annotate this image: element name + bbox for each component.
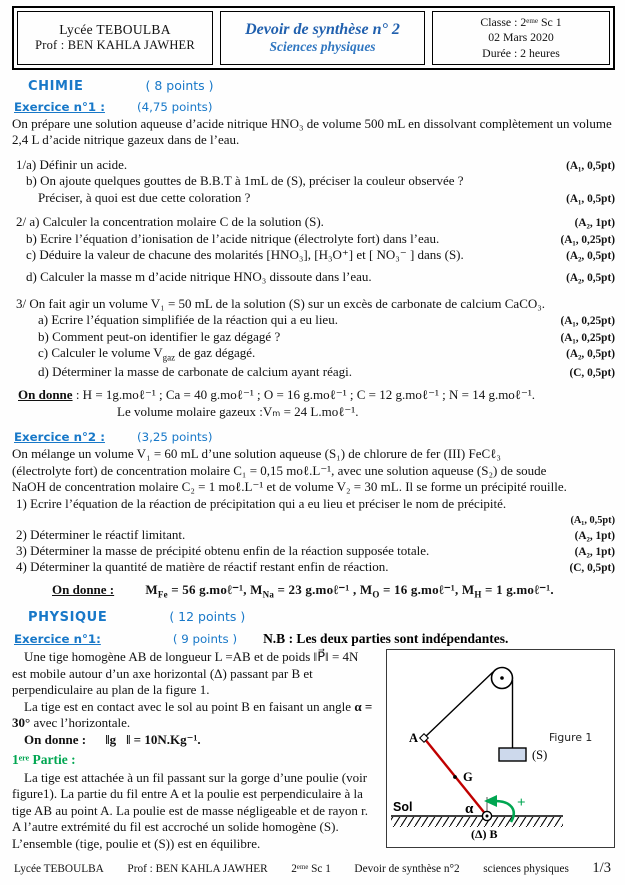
question-text: 3) Déterminer la masse de précipité obtenu enfin de la réaction supposée totale.: [16, 542, 430, 558]
chimie-section-points: ( 8 points ): [145, 77, 214, 93]
figure-1-box: [386, 649, 615, 848]
point-g-label: G: [463, 770, 473, 785]
question-points: (A₂, 1pt): [574, 545, 615, 558]
ground-hatching: [391, 817, 563, 827]
question-text: 1/a) Définir un acide.: [16, 156, 128, 172]
given-data-label: On donne: [18, 387, 73, 403]
question-points: (C, 0,5pt): [569, 562, 615, 575]
physique-ex1-heading: [14, 631, 615, 647]
physique-paragraph: [12, 699, 376, 732]
subscript: gaz: [162, 352, 176, 363]
footer-subject: sciences physiques: [483, 863, 569, 875]
question-text: d) Déterminer la masse de carbonate de calcium ayant réagi.: [38, 363, 353, 379]
question-points: (A₂, 1pt): [574, 217, 615, 230]
figure-caption: Figure 1: [549, 731, 593, 745]
header-table: [12, 6, 615, 70]
question-text: b) Ecrire l’équation d’ionisation de l’acide nitrique (électrolyte fort) dans l’eau.: [26, 230, 440, 246]
nb-note: N.B : Les deux parties sont indépendantes.: [263, 631, 509, 647]
question-text: b) Comment peut-on identifier le gaz dégagé ?: [38, 328, 281, 344]
axis-delta-dot: [486, 815, 489, 818]
chimie-ex2-intro-line: On mélange un volume V₁ = 60 mL d’une solution aqueuse (S₁) de chlorure de fer (III) FeCℓ₃: [12, 446, 501, 462]
physique-ex1-title: Exercice n°1:: [14, 632, 101, 647]
question-points: (A₁, 0,25pt): [560, 331, 615, 344]
question-points: (A₂, 1pt): [574, 529, 615, 542]
footer-classe: 2ᵉᵐᵉ Sc 1: [291, 863, 331, 875]
physique-paragraph: La tige est attachée à un fil passant sur la gorge d’une poulie (voir figure1). La partie du fil entre A et la poulie est perpendiculaire à la tige AB au point A. La poulie est de masse négligeable et de rayon r. A l’autre extrémité du fil est accroché un solide homogène (S).: [12, 769, 368, 835]
paragraph-part: avec l’horizontale.: [30, 715, 131, 731]
header-class-cell: [432, 11, 610, 65]
given-data-line: [12, 387, 615, 403]
question-row: [12, 329, 615, 345]
given-data-values: $M_{Fe} = 56$ g.moℓ⁻¹, $M_{Na} = 23$ g.moℓ⁻¹ , $M_O = 16$ g.moℓ⁻¹, $M_H = 1$ g.moℓ⁻¹.: [145, 581, 554, 600]
given-data-line: [12, 582, 615, 600]
footer-page-number: 1/3: [592, 860, 611, 876]
question-points: (A₂, 0,5pt): [566, 347, 615, 360]
footer-title: Devoir de synthèse n°2: [354, 863, 460, 875]
question-text: 3/ On fait agir un volume V₁ = 50 mL de la solution (S) sur un excès de carbonate de calcium CaCO₃.: [16, 295, 546, 311]
exam-title: Devoir de synthèse n° 2: [245, 20, 400, 38]
physique-paragraph: L’ensemble (tige, poulie et (S)) est en équilibre.: [12, 835, 261, 851]
question-text: Préciser, à quoi est due cette coloration ?: [38, 189, 251, 205]
question-text-part: de gaz dégagé.: [175, 344, 256, 360]
question-row: [12, 157, 615, 173]
question-row: [12, 543, 615, 559]
chimie-section-heading: [28, 78, 615, 94]
pulley-axis-dot: [500, 677, 504, 681]
question-text: d) Calculer la masse m d’acide nitrique HNO₃ dissoute dans l’eau.: [26, 269, 372, 285]
question-row: [12, 364, 615, 380]
alpha-label: α: [465, 801, 474, 818]
string-a-to-pulley: [424, 672, 493, 738]
given-data-label: On donne :: [24, 731, 87, 747]
question-points: (A₁, 0,25pt): [560, 233, 615, 246]
question-text: a) Ecrire l’équation simplifiée de la réaction qui a eu lieu.: [38, 312, 338, 328]
figure-1-drawing: [387, 650, 613, 846]
question-points: (A₂, 0,5pt): [566, 272, 615, 285]
sol-label: Sol: [393, 800, 413, 815]
chimie-ex2-intro-line: NaOH de concentration molaire C₂ = 1 moℓ.L⁻¹ et de volume V₂ = 30 mL. Il se forme un précipité rouille.: [12, 479, 567, 495]
question-row: [12, 345, 615, 364]
school-name: Lycée TEBOULBA: [59, 22, 171, 38]
part1-heading: 1ᵉʳᵉ Partie :: [12, 752, 76, 768]
solid-s-block: [499, 748, 526, 761]
chimie-ex2-heading: [14, 430, 615, 444]
chimie-ex2-intro-line: (électrolyte fort) de concentration molaire C₁ = 0,15 moℓ.L⁻¹, avec une solution aqueuse (S₂) de soude: [12, 462, 547, 478]
exam-date: 02 Mars 2020: [488, 30, 554, 45]
question-points: (A₁, 0,5pt): [566, 159, 615, 172]
given-data-line: [12, 732, 376, 749]
header-title-cell: [220, 11, 425, 65]
physique-text-column: [12, 649, 376, 852]
given-data-values: : H = 1g.moℓ⁻¹ ; Ca = 40 g.moℓ⁻¹ ; O = 16 g.moℓ⁻¹ ; C = 12 g.moℓ⁻¹ ; N = 14 g.moℓ⁻¹.: [72, 387, 536, 403]
given-data-line2: Le volume molaire gazeux :Vₘ = 24 L.moℓ⁻¹.: [117, 404, 359, 420]
physique-body: [12, 649, 615, 852]
plus-sign: +: [517, 795, 526, 812]
point-a-label: A: [409, 731, 419, 746]
question-text: 4) Déterminer la quantité de matière de réactif restant enfin de réaction.: [16, 559, 389, 575]
given-data-label: On donne :: [52, 581, 115, 597]
physique-section-label: PHYSIQUE: [28, 610, 108, 626]
physique-ex1-points: ( 9 points ): [172, 632, 238, 647]
physique-section-points: ( 12 points ): [169, 609, 246, 625]
question-points: (A₁, 0,5pt): [566, 192, 615, 205]
chimie-ex2-title: Exercice n°2 :: [14, 430, 105, 445]
question-text: 1) Ecrire l’équation de la réaction de précipitation qui a eu lieu et préciser le nom de précipité.: [16, 495, 507, 511]
exam-subject: Sciences physiques: [269, 38, 376, 54]
prof-name: Prof : BEN KAHLA JAWHER: [35, 38, 195, 53]
class-label: Classe : 2ᵉᵐᵉ Sc 1: [480, 15, 562, 29]
question-text-part: c) Calculer le volume V: [38, 344, 163, 360]
question-row: [12, 312, 615, 328]
question-points: (A₁, 0,25pt): [560, 315, 615, 328]
question-row: [12, 527, 615, 543]
angle-value: α = 30°: [12, 698, 373, 731]
physique-section-heading: [28, 609, 615, 625]
exam-duration: Durée : 2 heures: [482, 45, 560, 60]
question-row: [12, 214, 615, 230]
question-points-value: (A₁, 0,5pt): [570, 515, 615, 527]
question-text: b) On ajoute quelques gouttes de B.B.T à 1mL de (S), préciser la couleur observée ?: [26, 173, 464, 189]
axis-b-label: (Δ) B: [471, 827, 498, 842]
question-points: [12, 512, 615, 526]
chimie-ex2-points: (3,25 points): [136, 430, 213, 445]
question-points: (C, 0,5pt): [569, 366, 615, 379]
solid-s-label: (S): [532, 748, 548, 763]
paragraph-part: La tige est en contact avec le sol au point B en faisant un angle: [24, 698, 355, 714]
question-row: [12, 247, 615, 263]
footer-prof: Prof : BEN KAHLA JAWHER: [127, 863, 268, 875]
question-text: [38, 345, 560, 364]
question-row: [12, 190, 615, 206]
chimie-ex1-heading: [14, 100, 615, 114]
physique-paragraph: Une tige homogène AB de longueur L =AB et de poids ‖P⃗‖ = 4N est mobile autour d’un axe horizontal (Δ) passant par B et perpendiculaire au plan de la figure 1.: [12, 649, 359, 698]
question-points: (A₂, 0,5pt): [566, 249, 615, 262]
chimie-ex1-title: Exercice n°1 :: [14, 99, 105, 114]
rotation-arrow-head: [484, 795, 497, 807]
question-row: [12, 269, 615, 285]
chimie-ex1-points: (4,75 points): [136, 99, 213, 114]
header-school-cell: [17, 11, 213, 65]
given-data-value: ‖g⃗‖ = 10N.Kg⁻¹.: [105, 731, 201, 747]
chimie-section-label: CHIMIE: [28, 78, 84, 94]
point-g-marker: [453, 775, 457, 779]
question-row: [12, 231, 615, 247]
footer-school: Lycée TEBOULBA: [14, 863, 104, 875]
chimie-ex1-intro: On prépare une solution aqueuse d’acide nitrique HNO₃ de volume 500 mL en dissolvant complètement un volume 2,4 L d’acide nitrique gazeux dans de l’eau.: [12, 115, 612, 148]
question-text: c) Déduire la valeur de chacune des molarités [HNO₃], [H₃O⁺] et [ NO₃⁻ ] dans (S).: [26, 246, 464, 262]
question-row: [12, 559, 615, 575]
question-text: 2/ a) Calculer la concentration molaire C de la solution (S).: [16, 214, 324, 230]
page-footer: [14, 860, 611, 877]
question-text: 2) Déterminer le réactif limitant.: [16, 526, 186, 542]
